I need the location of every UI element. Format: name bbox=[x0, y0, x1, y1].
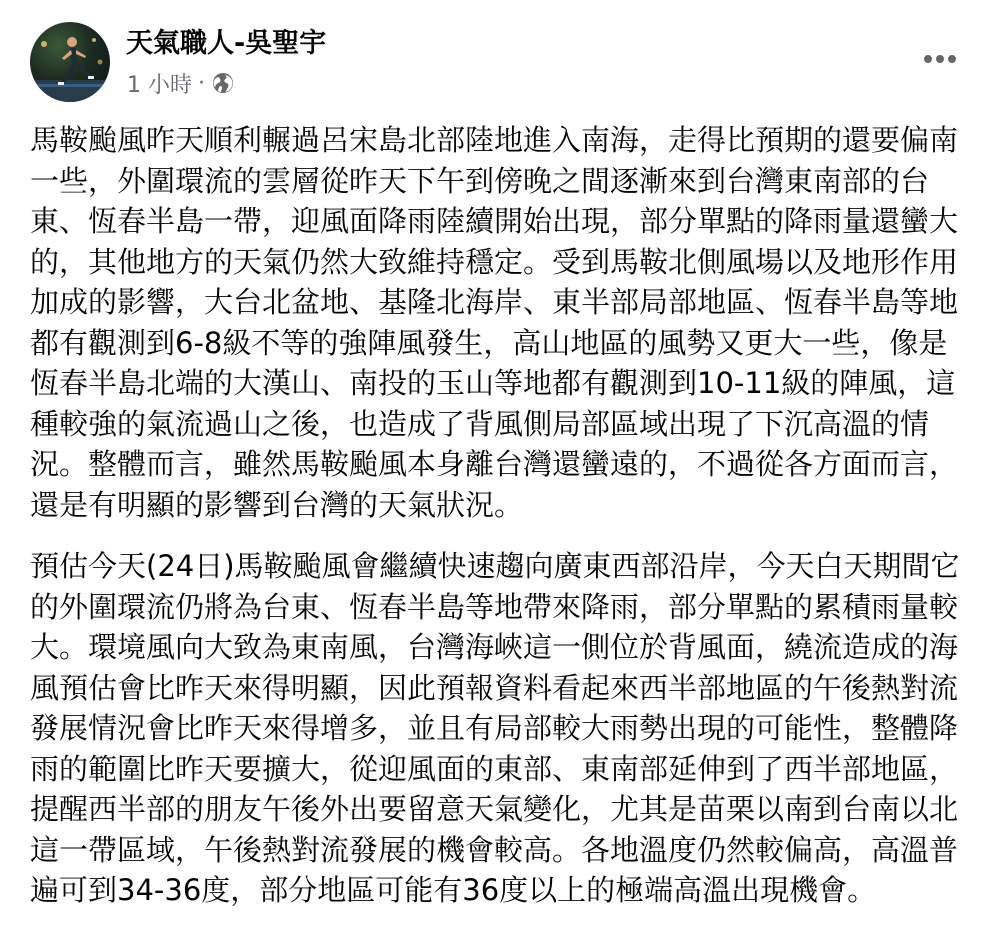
post-paragraph-1: 馬鞍颱風昨天順利輾過呂宋島北部陸地進入南海，走得比預期的還要偏南一些，外圍環流的雲層從昨天下午到傍晚之間逐漸來到台灣東南部的台東、恆春半島一帶，迎風面降雨陸續開始出現，部分單點的降雨量還蠻大的，其他地方的天氣仍然大致維持穩定。受到馬鞍北側風場以及地形作用加成的影響，大台北盆地、基隆北海岸、東半部局部地區、恆春半島等地都有觀測到6-8級不等的強陣風發生，高山地區的風勢又更大一些，像是恆春半島北端的大漢山、南投的玉山等地都有觀測到10-11級的陣風，這種較強的氣流過山之後，也造成了背風側局部區域出現了下沉高溫的情況。整體而言，雖然馬鞍颱風本身離台灣還蠻遠的，不過從各方面而言，還是有明顯的影響到台灣的天氣狀況。 bbox=[30, 123, 959, 522]
post-header bbox=[30, 22, 962, 104]
globe-icon[interactable] bbox=[211, 71, 235, 95]
post-text bbox=[30, 120, 964, 911]
meta-separator: · bbox=[198, 70, 205, 96]
post-paragraph-2: 預估今天(24日)馬鞍颱風會繼續快速趨向廣東西部沿岸，今天白天期間它的外圍環流仍將為台東、恆春半島等地帶來降雨，部分單點的累積雨量較大。環境風向大致為東南風，台灣海峽這一側位於背風面，繞流造成的海風預估會比昨天來得明顯，因此預報資料看起來西半部地區的午後熱對流發展情況會比昨天來得增多，並且有局部較大雨勢出現的可能性，整體降雨的範圍比昨天要擴大，從迎風面的東部、東南部延伸到了西半部地區，提醒西半部的朋友午後外出要留意天氣變化，尤其是苗栗以南到台南以北這一帶區域，午後熱對流發展的機會較高。各地溫度仍然較偏高，高溫普遍可到34-36度，部分地區可能有36度以上的極端高溫出現機會。 bbox=[30, 549, 960, 907]
more-options-button[interactable] bbox=[918, 44, 962, 74]
post-meta bbox=[127, 68, 235, 98]
avatar[interactable] bbox=[30, 22, 110, 102]
avatar-runner-image bbox=[30, 22, 110, 102]
more-options-icon bbox=[923, 54, 957, 64]
post-timestamp[interactable]: 1 小時 bbox=[127, 72, 192, 98]
author-name[interactable]: 天氣職人-吳聖宇 bbox=[126, 28, 327, 59]
